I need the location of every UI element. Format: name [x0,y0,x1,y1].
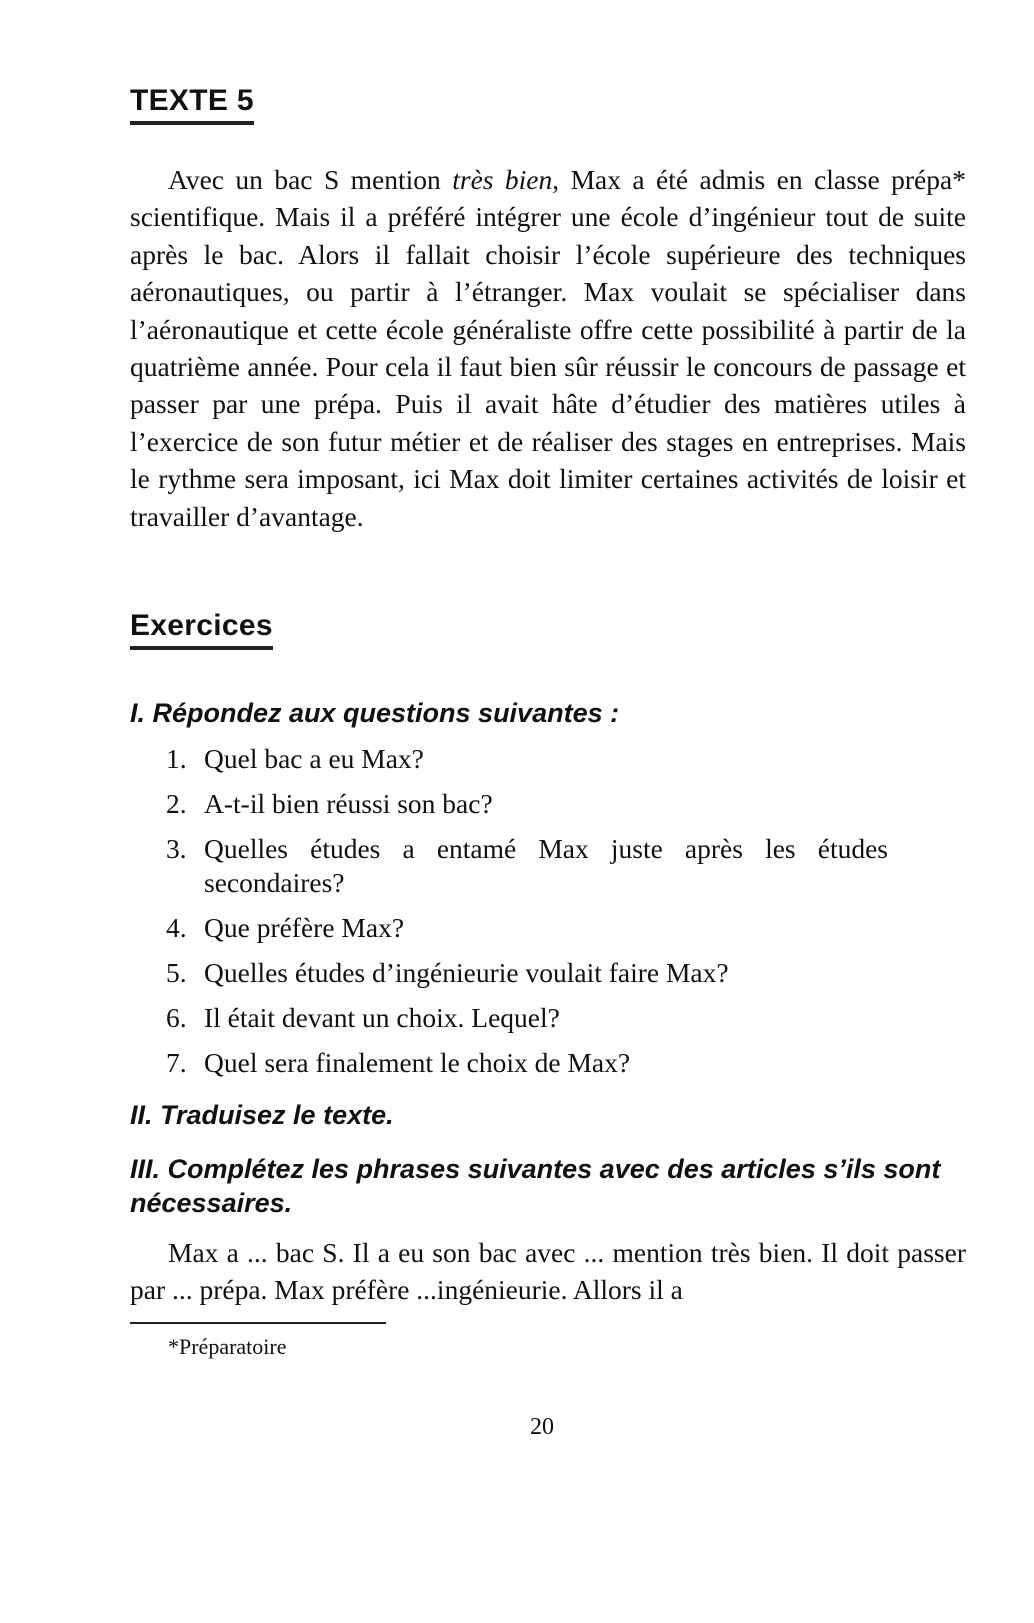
question-item [166,911,966,945]
exercise-1-heading: I. Répondez aux questions suivantes : [130,698,620,729]
page-number: 20 [530,1414,554,1440]
paragraph-italic: très bien [452,164,553,195]
question-number: 5. [166,957,187,989]
question-number: 4. [166,912,187,944]
question-item [166,1046,966,1080]
question-number: 7. [166,1047,187,1079]
question-item [166,832,966,900]
question-text: Quelles études a entamé Max juste après les études secondaires? [204,833,888,899]
question-item [166,956,966,990]
footnote-divider [130,1322,386,1324]
question-number: 1. [166,743,187,775]
question-number: 3. [166,833,187,865]
question-text: A-t-il bien réussi son bac? [204,788,493,820]
question-item [166,787,966,821]
text-title: TEXTE 5 [130,84,254,125]
exercises-title: Exercices [130,609,273,650]
question-list [130,742,966,1080]
footnote: *Préparatoire [168,1334,287,1360]
text-paragraph [130,161,966,535]
exercise-2-heading: II. Traduisez le texte. [130,1100,394,1131]
question-item [166,742,966,776]
question-number: 2. [166,788,187,820]
question-text: Il était devant un choix. Lequel? [204,1002,560,1034]
exercise-3-heading: III. Complétez les phrases suivantes avec des articles s’ils sont nécessaires. [130,1154,941,1219]
paragraph-part-2: , Max a été admis en classe prépa* scientifique. Mais il a préféré intégrer une école d’ingénieur tout de suite après le bac. Alors il fallait choisir l’école supérieure des techniques aéronautiques, ou partir à l’étranger. Max voulait se spécialiser dans l’aéronautique et cette école généraliste offre cette possibilité à partir de la quatrième année. Pour cela il faut bien sûr réussir le concours de passage et passer par une prépa. Puis il avait hâte d’étudier des matières utiles à l’exercice de son futur métier et de réaliser des stages en entreprises. Mais le rythme sera imposant, ici Max doit limiter certaines activités de loisir et travailler d’avantage. [130,164,966,532]
question-text: Quelles études d’ingénieurie voulait faire Max? [204,957,729,989]
exercise-3-text: Max a ... bac S. Il a eu son bac avec ... mention très bien. Il doit passer par ... prépa. Max préfère ...ingénieurie. Allors il a [130,1237,966,1306]
paragraph-part-1: Avec un bac S mention [168,164,453,195]
question-text: Que préfère Max? [204,912,405,944]
page-content [130,84,966,1360]
question-text: Quel bac a eu Max? [204,743,424,775]
question-item [166,1001,966,1035]
question-text: Quel sera finalement le choix de Max? [204,1047,631,1079]
question-number: 6. [166,1002,187,1034]
